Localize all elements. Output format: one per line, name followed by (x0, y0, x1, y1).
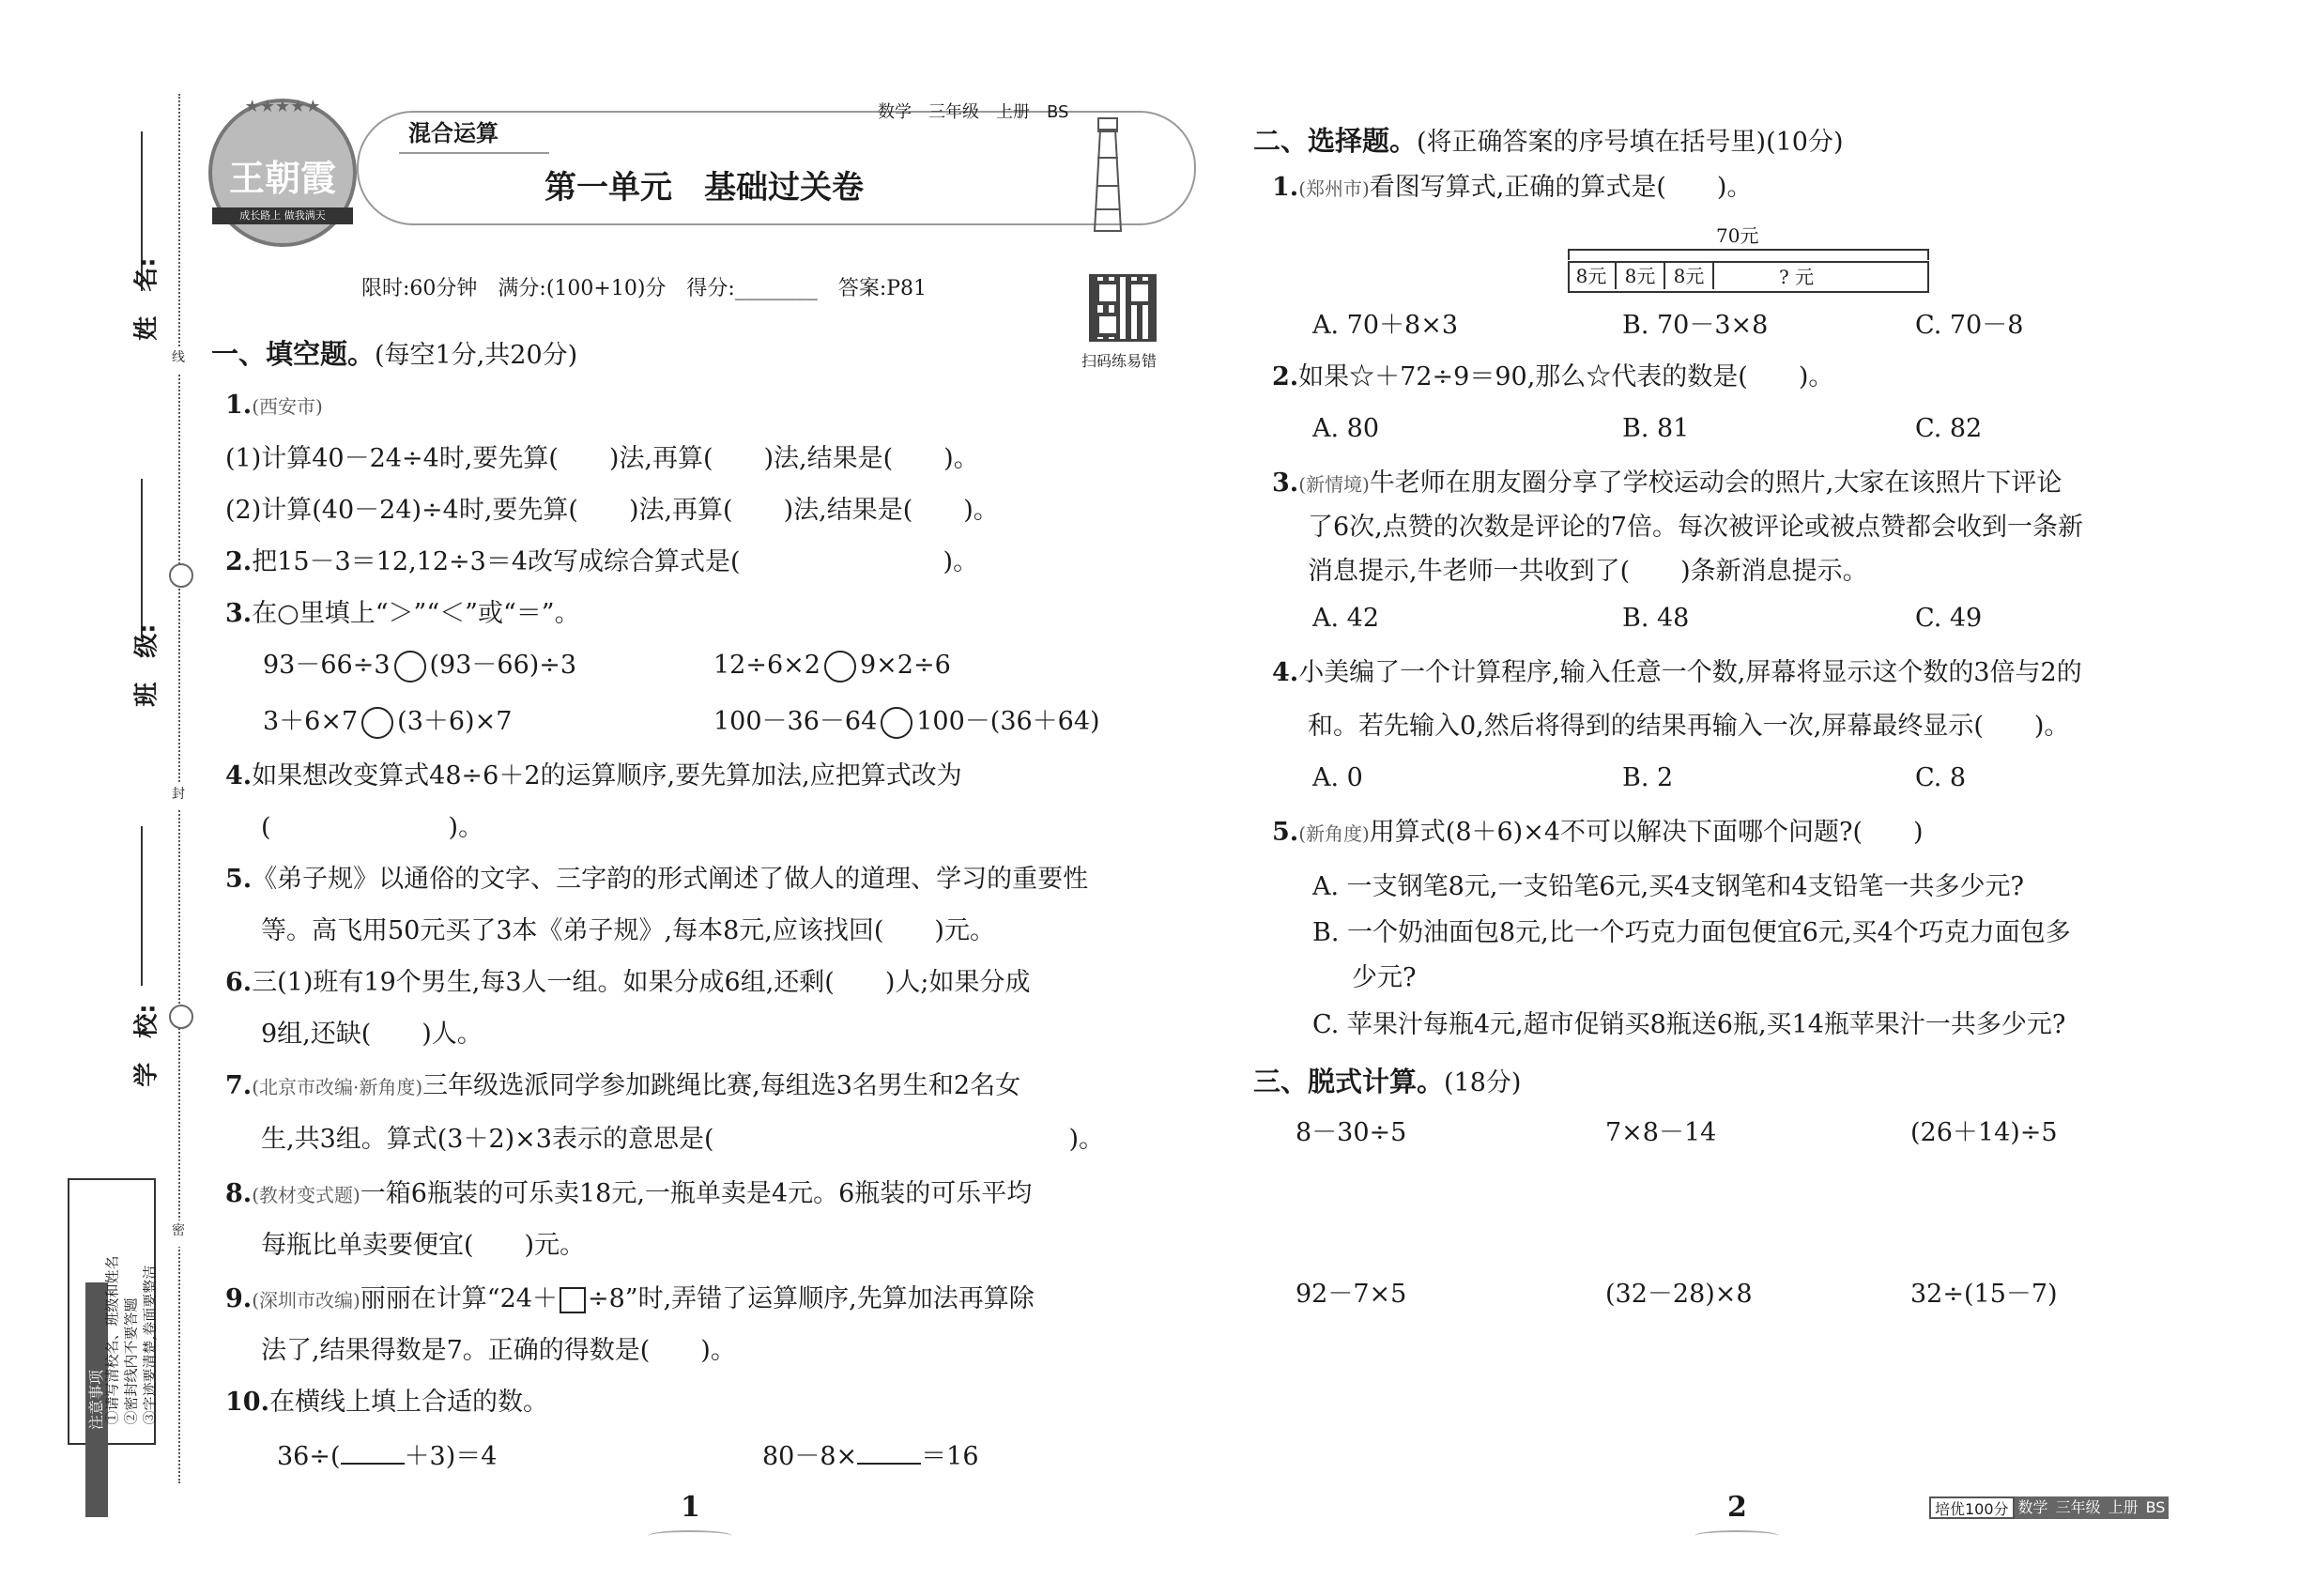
q-text: 看图写算式,正确的算式是( )。 (1369, 173, 1753, 202)
diagram-seg-1: 8元 (1568, 261, 1617, 289)
section2-heading: 二、选择题。 (1253, 125, 1418, 157)
header-meta: 数学 三年级 上册 BS (878, 102, 1069, 122)
q-number: 5. (1272, 818, 1299, 847)
diagram-seg-3: 8元 (1665, 261, 1714, 289)
s2-q5 (1272, 817, 1924, 850)
cut-mark-2: 封 (169, 784, 188, 810)
brand-logo (208, 99, 357, 247)
section1-heading: 一、填空题。 (211, 338, 376, 370)
q-source: (北京市改编·新角度) (252, 1076, 423, 1098)
s1-q10-b (762, 1441, 979, 1473)
exam-info: 限时:60分钟 满分:(100+10)分 得分:________ 答案:P81 (361, 277, 928, 300)
section3-title (1253, 1061, 1521, 1099)
q-text: 在横线上填上合适的数。 (268, 1388, 548, 1417)
q-text: 丽丽在计算“24＋ (360, 1284, 558, 1313)
diagram-total-label: 70元 (1716, 224, 1759, 247)
q-number: 10. (225, 1388, 269, 1417)
s1-q5-b: 等。高飞用50元买了3本《弟子规》,每本8元,应该找回( )元。 (261, 916, 995, 945)
diagram-unknown: ? 元 (1779, 266, 1815, 288)
expr-part: 80－8× (762, 1442, 858, 1471)
s1-q10 (225, 1387, 548, 1419)
q-text: 三年级选派同学参加跳绳比赛,每组选3名男生和2名女 (422, 1071, 1021, 1100)
q-number: 9. (225, 1284, 253, 1313)
compare-circle[interactable] (881, 707, 912, 739)
q-number: 8. (225, 1179, 253, 1208)
s1-q3 (225, 598, 580, 630)
s2-q2 (1272, 361, 1833, 393)
section1-note: (每空1分,共20分) (375, 341, 578, 370)
section1-title (211, 333, 577, 372)
expr-right: (3＋6)×7 (397, 707, 513, 736)
tag-edition: BS (2142, 1496, 2170, 1519)
note-3: ③字迹要清楚,卷面要整洁 (141, 1265, 159, 1425)
s2-q3-a (1272, 468, 2062, 500)
s1-q1-head (225, 390, 323, 422)
blank-box[interactable] (560, 1287, 586, 1313)
section3-heading: 三、脱式计算。 (1253, 1066, 1445, 1097)
cut-mark-1: 线 (169, 347, 188, 374)
expr-right: 100－(36＋64) (916, 707, 1100, 736)
s2-q2-opt-c[interactable]: C. 82 (1915, 414, 1983, 443)
s1-q3-row-d (713, 706, 1100, 739)
q-text: 小美编了一个计算程序,输入任意一个数,屏幕将显示这个数的3倍与2的 (1298, 658, 2082, 687)
s1-q3-row-c (263, 706, 512, 739)
brand-sub: 成长路上 做我满天 (212, 207, 353, 224)
s1-q8-a (225, 1178, 1032, 1211)
compare-circle[interactable] (361, 707, 393, 739)
note-2: ②密封线内不要答题 (122, 1297, 140, 1425)
topic-tab (399, 111, 549, 154)
s1-q9-a (225, 1283, 1035, 1316)
calc-expr: (32－28)×8 (1605, 1280, 1753, 1309)
s2-q2-opt-a[interactable]: A. 80 (1312, 414, 1380, 443)
q-number: 6. (225, 968, 253, 997)
q-text: 如果想改变算式48÷6＋2的运算顺序,要先算加法,应把算式改为 (252, 761, 962, 790)
s1-q1-b: (2)计算(40－24)÷4时,要先算( )法,再算( )法,结果是( )。 (225, 496, 999, 525)
class-line (141, 479, 143, 638)
q-text: 牛老师在朋友圈分享了学校运动会的照片,大家在该照片下评论 (1369, 468, 2062, 498)
q-text: ÷8”时,弄错了运算顺序,先算加法再算除 (587, 1284, 1035, 1313)
tag-grade: 三年级 (2052, 1496, 2105, 1519)
s1-q6-b: 9组,还缺( )人。 (261, 1020, 483, 1049)
s2-q5-opt-b[interactable]: B. 一个奶油面包8元,比一个巧克力面包便宜6元,买4个巧克力面包多 (1312, 918, 2071, 947)
qr-code[interactable] (1089, 274, 1157, 342)
expr-part: 36÷( (277, 1442, 341, 1471)
expr-left: 100－36－64 (713, 707, 878, 736)
q-source: (西安市) (252, 395, 323, 418)
page-ornament-icon (648, 1530, 732, 1542)
s2-q3-opt-b[interactable]: B. 48 (1622, 604, 1690, 633)
s1-q4-a (225, 760, 962, 792)
s2-q3-b: 了6次,点赞的次数是评论的7倍。每次被评论或被点赞都会收到一条新 (1308, 513, 2083, 542)
s2-q5-opt-b-cont: 少元? (1352, 963, 1417, 992)
q-text: 《弟子规》以通俗的文字、三字韵的形式阐述了做人的道理、学习的重要性 (252, 865, 1089, 894)
s1-q4-b: ( )。 (261, 813, 484, 842)
q-text: 如果☆＋72÷9＝90,那么☆代表的数是( )。 (1298, 362, 1834, 391)
tag-series: 培优100分 (1929, 1496, 2015, 1519)
lighthouse-icon (1089, 111, 1127, 233)
expr-right: 9×2÷6 (859, 651, 951, 680)
s2-q5-opt-a[interactable]: A. 一支钢笔8元,一支铅笔6元,买4支钢笔和4支铅笔一共多少元? (1312, 872, 2025, 901)
line-segment-diagram (1568, 221, 1929, 296)
s1-q9-b: 法了,结果得数是7。正确的得数是( )。 (261, 1336, 736, 1365)
expr-left: 93－66÷3 (263, 651, 391, 680)
q-text: 一箱6瓶装的可乐卖18元,一瓶单卖是4元。6瓶装的可乐平均 (360, 1179, 1033, 1208)
book-tag (1929, 1496, 2169, 1519)
s1-q6-a (225, 967, 1030, 999)
q-number: 4. (1272, 658, 1299, 687)
q-number: 3. (225, 599, 253, 628)
seal-icon (169, 563, 193, 588)
school-line (141, 826, 143, 986)
s2-q1-opt-b[interactable]: B. 70－3×8 (1622, 311, 1769, 340)
s1-q8-b: 每瓶比单卖要便宜( )元。 (261, 1231, 586, 1260)
compare-circle[interactable] (824, 651, 856, 683)
q-number: 3. (1272, 468, 1299, 498)
s1-q10-a (277, 1441, 497, 1473)
q-number: 1. (225, 391, 253, 420)
section2-note: (将正确答案的序号填在括号里)(10分) (1417, 128, 1844, 157)
expr-part: ＋3)＝4 (404, 1442, 498, 1471)
q-source: (郑州市) (1298, 177, 1370, 200)
s2-q4-opt-a[interactable]: A. 0 (1312, 763, 1363, 792)
s2-q4-a (1272, 657, 2082, 689)
cut-mark-3: 密 (169, 1220, 188, 1247)
topic-label: 混合运算 (408, 120, 498, 146)
s1-q3-row-b (713, 650, 951, 683)
q-source: (新情境) (1298, 473, 1370, 496)
tag-volume: 上册 (2105, 1496, 2142, 1519)
calc-expr: 8－30÷5 (1296, 1118, 1407, 1147)
q-source: (深圳市改编) (252, 1289, 360, 1312)
q-source: (教材变式题) (252, 1184, 360, 1206)
section2-title (1253, 120, 1844, 159)
diagram-brace (1568, 249, 1929, 260)
q-number: 4. (225, 761, 253, 790)
q-number: 5. (225, 865, 253, 894)
expr-part: ＝16 (921, 1442, 979, 1471)
s1-q3-row-a (263, 650, 576, 683)
s2-q1 (1272, 172, 1752, 205)
q-number: 1. (1272, 173, 1299, 202)
page-ornament-icon (1694, 1530, 1779, 1542)
q-text: 用算式(8＋6)×4不可以解决下面哪个问题?( ) (1369, 818, 1924, 847)
binding-strip (0, 0, 188, 1596)
blank-line[interactable] (341, 1442, 405, 1465)
notes-box (68, 1178, 159, 1445)
s2-q1-opt-a[interactable]: A. 70＋8×3 (1312, 311, 1458, 340)
q-number: 2. (1272, 362, 1299, 391)
expr-left: 3＋6×7 (263, 707, 359, 736)
blank-line[interactable] (857, 1442, 921, 1465)
page-number-right: 2 (1727, 1491, 1747, 1524)
s1-q7-a (225, 1070, 1020, 1103)
calc-expr: 92－7×5 (1296, 1280, 1407, 1309)
brand-name: 王朝霞 (228, 157, 336, 199)
q-text: 三(1)班有19个男生,每3人一组。如果分成6组,还剩( )人;如果分成 (252, 968, 1031, 997)
notes-title: 注意事项 (85, 1282, 108, 1517)
star-row-icon: ★★★★★ (244, 97, 321, 116)
s2-q4-opt-b[interactable]: B. 2 (1622, 763, 1674, 792)
name-label: 姓 名: (132, 257, 161, 341)
seal-icon (169, 1005, 193, 1029)
q-number: 2. (225, 547, 253, 576)
tag-subject: 数学 (2015, 1496, 2052, 1519)
school-label: 学 校: (132, 1004, 161, 1087)
expr-right: (93－66)÷3 (429, 651, 577, 680)
expr-left: 12÷6×2 (713, 651, 820, 680)
section3-note: (18分) (1444, 1068, 1522, 1097)
s1-q5-a (225, 864, 1088, 896)
q-text: 在○里填上“＞”“＜”或“＝”。 (252, 599, 580, 628)
calc-expr: (26＋14)÷5 (1910, 1118, 2058, 1147)
page-title: 第一单元 基础过关卷 (544, 169, 864, 207)
s2-q3-c: 消息提示,牛老师一共收到了( )条新消息提示。 (1308, 557, 1868, 586)
calc-expr: 7×8－14 (1605, 1118, 1717, 1147)
class-label: 班 级: (132, 623, 161, 707)
calc-expr: 32÷(15－7) (1910, 1280, 2058, 1309)
diagram-seg-2: 8元 (1617, 261, 1665, 289)
s2-q5-opt-c[interactable]: C. 苹果汁每瓶4元,超市促销买8瓶送6瓶,买14瓶苹果汁一共多少元? (1312, 1010, 2066, 1039)
s2-q2-opt-b[interactable]: B. 81 (1622, 414, 1690, 443)
page-number-left: 1 (681, 1491, 700, 1524)
q-text: 把15－3＝12,12÷3＝4改写成综合算式是( )。 (252, 547, 979, 576)
compare-circle[interactable] (394, 651, 426, 683)
s2-q4-b: 和。若先输入0,然后将得到的结果再输入一次,屏幕最终显示( )。 (1308, 712, 2070, 741)
s1-q7-b: 生,共3组。算式(3＋2)×3表示的意思是( )。 (261, 1125, 1105, 1154)
note-1: ①请写清校名、班级和姓名 (103, 1255, 121, 1425)
q-source: (新角度) (1298, 822, 1370, 845)
q-number: 7. (225, 1071, 253, 1100)
s2-q3-opt-c[interactable]: C. 49 (1915, 604, 1983, 633)
qr-caption: 扫码练易错 (1081, 352, 1158, 370)
s1-q1-a: (1)计算40－24÷4时,要先算( )法,再算( )法,结果是( )。 (225, 444, 979, 473)
s2-q4-opt-c[interactable]: C. 8 (1915, 763, 1967, 792)
s2-q1-opt-c[interactable]: C. 70－8 (1915, 311, 2024, 340)
s2-q3-opt-a[interactable]: A. 42 (1312, 604, 1380, 633)
s1-q2 (225, 546, 978, 578)
